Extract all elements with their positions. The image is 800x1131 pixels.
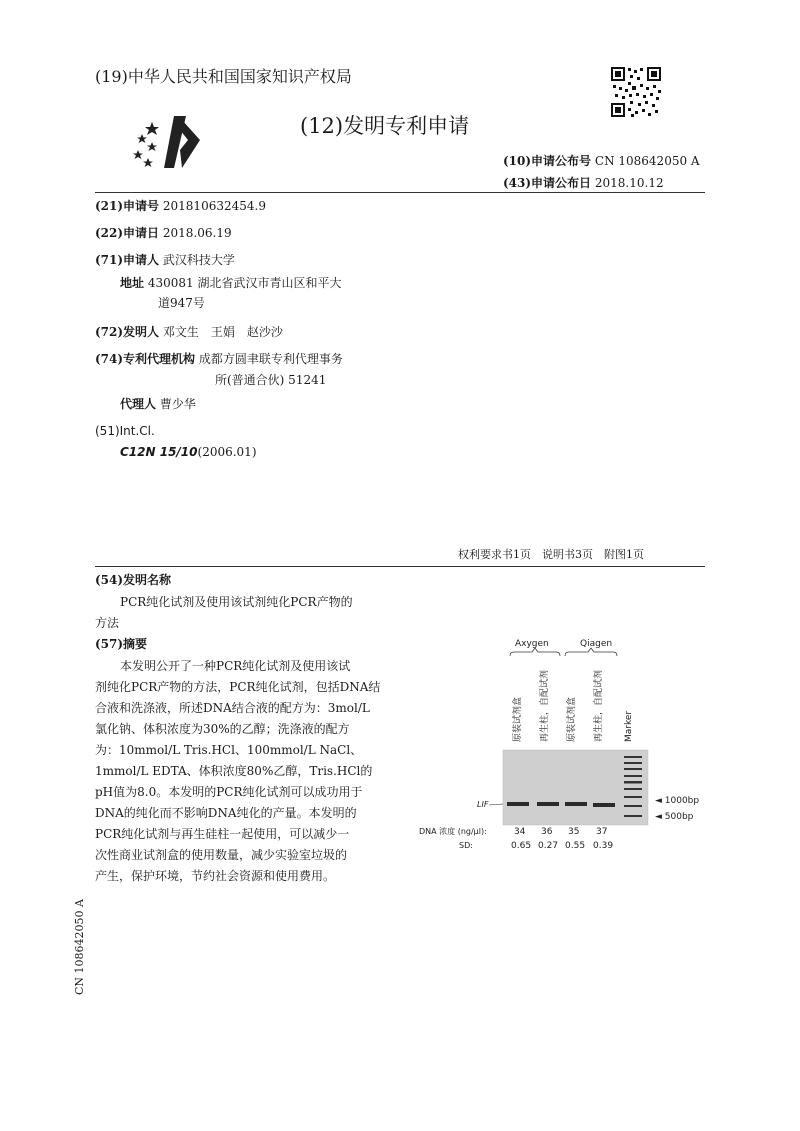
marker-1000-label: ◄ 1000bp: [655, 796, 700, 806]
lane-label-5: Marker: [624, 710, 634, 742]
inventor-row: [95, 322, 283, 342]
address-line1: 430081 湖北省武汉市青山区和平大: [147, 276, 342, 290]
cnipa-logo-icon: [130, 110, 210, 172]
gel-band: [565, 802, 587, 806]
abstract-line: pH值为8.0。本发明的PCR纯化试剂可以成功用于: [95, 785, 363, 799]
applicant-value: 武汉科技大学: [162, 253, 235, 267]
lane-label-2: 再生柱，自配试剂: [540, 669, 550, 742]
gel-figure: [415, 630, 720, 855]
agency-row: [95, 349, 343, 369]
pub-no-value: CN 108642050 A: [594, 154, 700, 168]
sd-value: 0.27: [538, 841, 559, 851]
abstract-text: [95, 656, 405, 887]
gel-band: [593, 803, 615, 807]
address-row: [120, 273, 341, 293]
lane-label-3: 原装试剂盒: [567, 696, 577, 742]
intcl-class: C12N 15/10: [120, 445, 198, 459]
gel-band: [537, 802, 559, 806]
abstract-line: DNA的纯化而不影响DNA纯化的产量。本发明的: [95, 806, 357, 820]
abstract-line: 氯化钠、体积浓度为30%的乙醇；洗涤液的配方: [95, 722, 350, 736]
intcl-label: (51)Int.Cl.: [95, 424, 155, 438]
qr-code-icon: [610, 66, 662, 118]
header-divider: [95, 192, 705, 193]
gel-image: [503, 750, 648, 825]
section-divider: [95, 566, 705, 567]
sd-value: 0.39: [593, 841, 614, 851]
side-pub-number: CN 108642050 A: [73, 899, 86, 995]
inventor-label: (72)发明人: [95, 325, 160, 339]
document-type: (12)发明专利申请: [300, 114, 470, 138]
applicant-row: [95, 250, 235, 270]
conc-value: 37: [596, 827, 608, 837]
agent-value: 曹少华: [159, 397, 196, 411]
axygen-brace: [510, 648, 560, 656]
pages-info: 权利要求书1页 说明书3页 附图1页: [458, 548, 644, 561]
qiagen-brace: [565, 648, 617, 656]
applicant-label: (71)申请人: [95, 253, 160, 267]
conc-value: 34: [514, 827, 526, 837]
agency-line1: 成都方圆聿联专利代理事务: [198, 352, 343, 366]
pub-date-value: 2018.10.12: [594, 176, 664, 190]
abstract-line: 为：10mmol/L Tris.HCl、100mmol/L NaCl、: [95, 743, 363, 757]
abstract-line: 剂纯化PCR产物的方法，PCR纯化试剂，包括DNA结: [95, 680, 381, 694]
app-date-value: 2018.06.19: [162, 226, 232, 240]
app-no-row: [95, 196, 266, 216]
agent-label: 代理人: [120, 397, 157, 411]
inventor-value: 邓文生 王娟 赵沙沙: [162, 325, 283, 339]
app-no-value: 201810632454.9: [162, 199, 266, 213]
title-line1: PCR纯化试剂及使用该试剂纯化PCR产物的: [120, 595, 353, 609]
conc-label: DNA 浓度 (ng/μl):: [419, 827, 487, 836]
intcl-version: (2006.01): [197, 445, 257, 459]
agent-row: [120, 394, 196, 414]
sd-label: SD:: [459, 841, 473, 850]
app-date-row: [95, 223, 232, 243]
address-line2: 道947号: [158, 296, 205, 310]
abstract-line: 合液和洗涤液，所述DNA结合液的配方为：3mol/L: [95, 701, 370, 715]
title-line2: 方法: [95, 616, 120, 630]
conc-value: 35: [568, 827, 580, 837]
publication-date: [503, 174, 664, 191]
agency-line2: 所(普通合伙) 51241: [215, 373, 327, 387]
app-date-label: (22)申请日: [95, 226, 160, 240]
app-no-label: (21)申请号: [95, 199, 160, 213]
abstract-line: 1mmol/L EDTA、体积浓度80%乙醇，Tris.HCl的: [95, 764, 373, 778]
gel-band: [507, 802, 529, 806]
pub-date-label: (43)申请公布日: [503, 176, 592, 190]
title-label: (54)发明名称: [95, 573, 172, 587]
abstract-line: 本发明公开了一种PCR纯化试剂及使用该试: [120, 659, 351, 673]
abstract-line: 产生，保护环境，节约社会资源和使用费用。: [95, 869, 336, 883]
abstract-line: 次性商业试剂盒的使用数量，减少实验室垃圾的: [95, 848, 348, 862]
lane-label-4: 再生柱，自配试剂: [594, 669, 604, 742]
conc-value: 36: [541, 827, 553, 837]
sd-value: 0.55: [565, 841, 586, 851]
abstract-label: (57)摘要: [95, 637, 148, 651]
publication-number: [503, 152, 700, 169]
group-qiagen-label: Qiagen: [580, 639, 613, 649]
agency-label: (74)专利代理机构: [95, 352, 196, 366]
lane-label-1: 原装试剂盒: [513, 696, 523, 742]
group-axygen-label: Axygen: [515, 639, 549, 649]
marker-500-label: ◄ 500bp: [655, 812, 694, 822]
intcl-row: [120, 442, 257, 462]
abstract-line: PCR纯化试剂与再生硅柱一起使用，可以减少一: [95, 827, 350, 841]
pub-no-label: (10)申请公布号: [503, 154, 592, 168]
sd-value: 0.65: [511, 841, 532, 851]
address-label: 地址: [120, 276, 145, 290]
band-label: LIF: [477, 800, 489, 809]
office-name: (19)中华人民共和国国家知识产权局: [95, 67, 352, 86]
